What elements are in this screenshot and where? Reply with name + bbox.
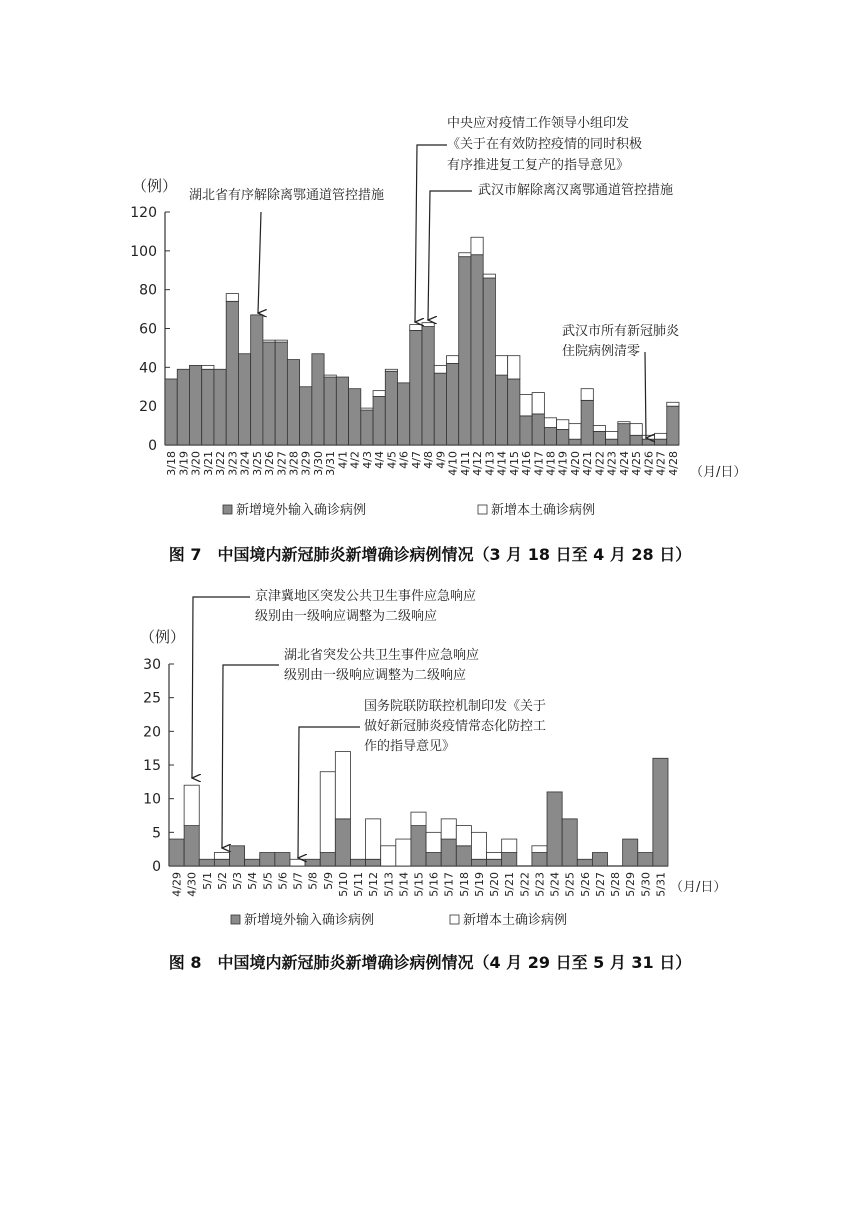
bar-imported xyxy=(324,377,336,445)
x-tick-label: 5/5 xyxy=(261,872,275,890)
annotation-text: 做好新冠肺炎疫情常态化防控工 xyxy=(364,719,547,734)
x-tick-label: 3/27 xyxy=(275,451,289,476)
bar-imported xyxy=(569,439,581,445)
legend-label-local: 新增本土确诊病例 xyxy=(491,503,596,518)
bar-local xyxy=(373,391,385,397)
bar-local xyxy=(667,402,679,406)
bar-imported xyxy=(245,859,260,866)
bar-imported xyxy=(508,379,520,445)
bar-imported xyxy=(593,431,605,445)
x-tick-label: 4/22 xyxy=(593,451,607,476)
x-tick-label: 4/12 xyxy=(471,451,485,476)
bar-local xyxy=(520,395,532,416)
bar-local xyxy=(630,424,642,436)
bar-local xyxy=(361,408,373,410)
annotation-arrow xyxy=(222,665,279,848)
bar-imported xyxy=(630,435,642,445)
legend-swatch-local xyxy=(450,915,459,924)
bar-imported xyxy=(263,342,275,445)
bar-imported xyxy=(456,846,471,866)
y-tick-label: 0 xyxy=(148,438,157,454)
bar-local xyxy=(471,832,486,859)
bar-imported xyxy=(623,839,638,866)
bar-local xyxy=(593,426,605,432)
bar-imported xyxy=(366,859,381,866)
x-tick-label: 4/2 xyxy=(348,451,362,469)
bar-imported xyxy=(275,853,290,866)
bar-local xyxy=(456,826,471,846)
x-tick-label: 4/8 xyxy=(422,451,436,469)
legend-swatch-imported xyxy=(223,505,232,514)
y-tick-label: 0 xyxy=(152,859,161,875)
bar-imported xyxy=(562,819,577,866)
x-tick-label: 4/23 xyxy=(605,451,619,476)
bar-imported xyxy=(320,853,335,866)
bar-imported xyxy=(229,846,244,866)
x-tick-label: 5/8 xyxy=(306,872,320,890)
x-tick-label: 4/19 xyxy=(556,451,570,476)
x-tick-label: 3/23 xyxy=(226,451,240,476)
bar-imported xyxy=(411,826,426,866)
x-tick-label: 3/18 xyxy=(165,451,179,476)
chart-figure-8 xyxy=(140,588,726,972)
x-tick-label: 3/20 xyxy=(189,451,203,476)
x-tick-label: 5/1 xyxy=(200,872,214,890)
x-tick-label: 5/17 xyxy=(442,872,456,897)
x-tick-label: 5/20 xyxy=(488,872,502,897)
bar-imported xyxy=(487,859,502,866)
bar-imported xyxy=(592,853,607,866)
legend-label-local: 新增本土确诊病例 xyxy=(463,913,568,928)
x-tick-label: 5/31 xyxy=(654,872,668,897)
bar-imported xyxy=(520,416,532,445)
x-tick-label: 4/10 xyxy=(446,451,460,476)
x-tick-label: 5/12 xyxy=(367,872,381,897)
bar-local xyxy=(426,832,441,852)
annotation-text: 京津冀地区突发公共卫生事件应急响应 xyxy=(255,589,477,604)
x-tick-label: 4/7 xyxy=(409,451,423,469)
x-tick-label: 5/25 xyxy=(563,872,577,897)
bar-local xyxy=(214,853,229,860)
annotation-text: 《关于在有效防控疫情的同时积极 xyxy=(447,137,643,152)
x-tick-label: 3/28 xyxy=(287,451,301,476)
bar-local xyxy=(618,422,630,424)
bar-imported xyxy=(446,363,458,445)
x-tick-label: 5/15 xyxy=(412,872,426,897)
bar-local xyxy=(411,812,426,825)
bar-local xyxy=(226,294,238,302)
y-tick-label: 15 xyxy=(143,758,161,774)
bar-imported xyxy=(226,301,238,445)
bar-local xyxy=(202,365,214,369)
x-tick-label: 4/28 xyxy=(666,451,680,476)
y-tick-label: 25 xyxy=(143,690,161,707)
bar-local xyxy=(335,752,350,819)
x-tick-label: 4/26 xyxy=(642,451,656,476)
annotation-arrow xyxy=(192,597,250,778)
y-tick-label: 10 xyxy=(143,791,161,808)
x-tick-label: 5/28 xyxy=(609,872,623,897)
annotation-text: 有序推进复工复产的指导意见》 xyxy=(447,158,630,173)
figure-caption: 图 8 中国境内新冠肺炎新增确诊病例情况（4 月 29 日至 5 月 31 日） xyxy=(168,953,692,972)
x-tick-label: 5/3 xyxy=(231,872,245,890)
annotation-text: 住院病例清零 xyxy=(562,344,641,359)
bar-imported xyxy=(275,342,287,445)
bar-imported xyxy=(577,859,592,866)
bar-local xyxy=(495,356,507,375)
x-tick-label: 3/26 xyxy=(263,451,277,476)
bar-imported xyxy=(434,373,446,445)
x-tick-label: 5/7 xyxy=(291,872,305,890)
bar-imported xyxy=(532,853,547,866)
bar-imported xyxy=(655,439,667,445)
x-tick-label: 5/10 xyxy=(336,872,350,897)
x-axis-label: （月/日） xyxy=(670,880,727,895)
bar-imported xyxy=(177,369,189,445)
x-tick-label: 5/27 xyxy=(593,872,607,897)
x-tick-label: 3/19 xyxy=(177,451,191,476)
bar-imported xyxy=(260,853,275,866)
x-tick-label: 4/17 xyxy=(532,451,546,476)
bar-local xyxy=(290,859,305,866)
bar-local xyxy=(508,356,520,379)
bar-local xyxy=(544,418,556,428)
bar-imported xyxy=(618,424,630,445)
bar-imported xyxy=(385,371,397,445)
y-tick-label: 5 xyxy=(152,825,161,842)
x-tick-label: 4/20 xyxy=(568,451,582,476)
x-tick-label: 4/4 xyxy=(373,451,387,469)
legend-label-imported: 新增境外输入确诊病例 xyxy=(244,913,375,928)
bar-local xyxy=(381,846,396,866)
bar-imported xyxy=(638,853,653,866)
bar-local xyxy=(396,839,411,866)
bar-local xyxy=(422,323,434,327)
y-tick-label: 120 xyxy=(130,205,157,221)
bar-local xyxy=(385,369,397,371)
x-tick-label: 4/29 xyxy=(170,872,184,897)
x-tick-label: 5/4 xyxy=(246,872,260,890)
y-tick-label: 80 xyxy=(139,282,157,299)
bar-imported xyxy=(305,859,320,866)
figure-caption: 图 7 中国境内新冠肺炎新增确诊病例情况（3 月 18 日至 4 月 28 日） xyxy=(168,545,692,564)
x-tick-label: 4/27 xyxy=(654,451,668,476)
annotation-text: 级别由一级响应调整为二级响应 xyxy=(284,668,467,683)
bar-imported xyxy=(335,819,350,866)
y-axis-label: （例） xyxy=(132,177,178,195)
bar-imported xyxy=(581,400,593,445)
x-tick-label: 4/16 xyxy=(520,451,534,476)
bar-imported xyxy=(642,439,654,445)
y-tick-label: 20 xyxy=(143,724,161,741)
bar-imported xyxy=(426,853,441,866)
bar-local xyxy=(263,340,275,342)
x-tick-label: 4/14 xyxy=(495,451,509,476)
y-tick-label: 30 xyxy=(143,657,161,673)
bar-imported xyxy=(495,375,507,445)
bar-imported xyxy=(373,396,385,445)
x-tick-label: 3/25 xyxy=(250,451,264,476)
annotation-arrow xyxy=(645,352,646,438)
x-tick-label: 3/24 xyxy=(238,451,252,476)
annotation-text: 湖北省突发公共卫生事件应急响应 xyxy=(284,648,480,663)
bar-imported xyxy=(459,257,471,445)
bar-imported xyxy=(165,379,177,445)
bar-imported xyxy=(410,330,422,445)
bar-imported xyxy=(189,365,201,445)
x-tick-label: 5/30 xyxy=(639,872,653,897)
bar-imported xyxy=(300,387,312,445)
annotation xyxy=(189,187,384,313)
y-tick-label: 60 xyxy=(139,321,157,338)
x-tick-label: 4/30 xyxy=(185,872,199,897)
bar-imported xyxy=(398,383,410,445)
x-tick-label: 5/22 xyxy=(518,872,532,897)
bar-local xyxy=(275,340,287,342)
x-tick-label: 4/11 xyxy=(458,451,472,476)
bar-local xyxy=(471,237,483,254)
bar-imported xyxy=(361,410,373,445)
y-tick-label: 40 xyxy=(139,360,157,377)
bar-imported xyxy=(199,859,214,866)
x-tick-label: 4/9 xyxy=(434,451,448,469)
bar-imported xyxy=(238,354,250,445)
bar-local xyxy=(606,431,618,439)
x-tick-label: 5/23 xyxy=(533,872,547,897)
x-tick-label: 5/16 xyxy=(427,872,441,897)
x-tick-label: 4/15 xyxy=(507,451,521,476)
legend-label-imported: 新增境外输入确诊病例 xyxy=(236,503,367,518)
x-tick-label: 4/18 xyxy=(544,451,558,476)
bar-local xyxy=(581,389,593,401)
legend xyxy=(223,502,595,518)
annotation xyxy=(562,323,680,438)
bar-local xyxy=(184,785,199,825)
y-tick-label: 20 xyxy=(139,399,157,416)
chart-figure-7 xyxy=(130,115,746,564)
bar-imported xyxy=(606,439,618,445)
bar-imported xyxy=(502,853,517,866)
bar-local xyxy=(324,375,336,377)
x-tick-label: 5/2 xyxy=(215,872,229,890)
legend-swatch-imported xyxy=(231,915,240,924)
bar-imported xyxy=(667,406,679,445)
bar-imported xyxy=(422,327,434,445)
x-tick-label: 5/9 xyxy=(321,872,335,890)
bar-local xyxy=(441,819,456,839)
x-tick-label: 5/18 xyxy=(457,872,471,897)
annotation-text: 武汉市所有新冠肺炎 xyxy=(562,324,680,339)
bar-imported xyxy=(202,369,214,445)
bar-imported xyxy=(653,758,668,866)
x-tick-label: 3/22 xyxy=(214,451,228,476)
legend xyxy=(231,912,567,928)
x-tick-label: 5/11 xyxy=(352,872,366,897)
annotation-arrow xyxy=(258,212,261,313)
legend-swatch-local xyxy=(478,505,487,514)
x-tick-label: 4/6 xyxy=(397,451,411,469)
x-tick-label: 3/30 xyxy=(311,451,325,476)
x-tick-label: 4/25 xyxy=(630,451,644,476)
bar-imported xyxy=(544,428,556,445)
bar-local xyxy=(557,420,569,430)
y-tick-label: 100 xyxy=(130,243,157,260)
bar-imported xyxy=(547,792,562,866)
bar-local xyxy=(502,839,517,852)
annotation-text: 武汉市解除离汉离鄂通道管控措施 xyxy=(478,183,674,198)
annotation xyxy=(415,115,642,322)
x-tick-label: 5/26 xyxy=(578,872,592,897)
bar-local xyxy=(483,274,495,278)
bar-local xyxy=(434,365,446,373)
bar-imported xyxy=(214,859,229,866)
bar-local xyxy=(487,853,502,860)
bar-imported xyxy=(214,369,226,445)
annotation-text: 作的指导意见》 xyxy=(364,739,456,754)
bar-imported xyxy=(336,377,348,445)
bar-imported xyxy=(287,360,299,445)
bar-local xyxy=(320,772,335,853)
bar-imported xyxy=(483,278,495,445)
x-tick-label: 4/21 xyxy=(581,451,595,476)
bar-local xyxy=(446,356,458,364)
bar-imported xyxy=(532,414,544,445)
x-tick-label: 3/31 xyxy=(324,451,338,476)
bar-local xyxy=(569,424,581,440)
x-tick-label: 5/19 xyxy=(472,872,486,897)
x-axis-label: （月/日） xyxy=(690,465,747,480)
bar-imported xyxy=(349,389,361,445)
bar-imported xyxy=(471,255,483,445)
x-tick-label: 5/21 xyxy=(503,872,517,897)
bar-imported xyxy=(471,859,486,866)
bar-imported xyxy=(184,826,199,866)
x-tick-label: 5/13 xyxy=(382,872,396,897)
x-tick-label: 5/29 xyxy=(624,872,638,897)
annotation-arrow xyxy=(415,145,447,322)
bar-local xyxy=(532,393,544,414)
bar-local xyxy=(366,819,381,859)
bar-local xyxy=(642,435,654,439)
x-tick-label: 5/6 xyxy=(276,872,290,890)
bar-imported xyxy=(350,859,365,866)
bar-local xyxy=(655,433,667,439)
x-tick-label: 3/21 xyxy=(201,451,215,476)
annotation-text: 湖北省有序解除离鄂通道管控措施 xyxy=(189,188,385,203)
x-tick-label: 4/5 xyxy=(385,451,399,469)
x-tick-label: 4/3 xyxy=(360,451,374,469)
x-tick-label: 4/1 xyxy=(336,451,350,469)
bar-local xyxy=(410,325,422,331)
bar-imported xyxy=(251,315,263,445)
y-axis-label: （例） xyxy=(140,628,186,646)
bar-imported xyxy=(441,839,456,866)
annotation-text: 中央应对疫情工作领导小组印发 xyxy=(447,116,630,131)
bar-local xyxy=(459,253,471,257)
bar-imported xyxy=(169,839,184,866)
bar-imported xyxy=(312,354,324,445)
annotation-text: 级别由一级响应调整为二级响应 xyxy=(255,609,438,624)
x-tick-label: 4/13 xyxy=(483,451,497,476)
x-tick-label: 5/24 xyxy=(548,872,562,897)
x-tick-label: 3/29 xyxy=(299,451,313,476)
annotation-text: 国务院联防联控机制印发《关于 xyxy=(364,699,547,714)
x-tick-label: 4/24 xyxy=(617,451,631,476)
x-tick-label: 5/14 xyxy=(397,872,411,897)
bar-imported xyxy=(557,429,569,445)
bar-local xyxy=(532,846,547,853)
